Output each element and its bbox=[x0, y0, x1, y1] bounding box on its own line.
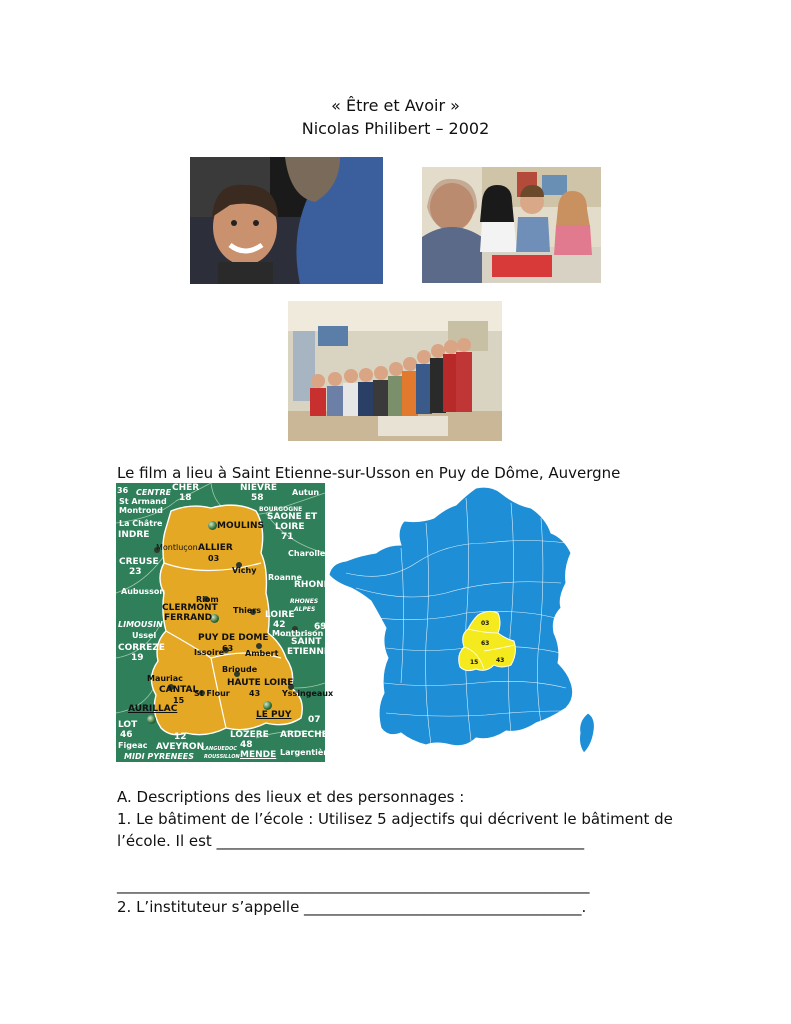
label-lachatre: La Châtre bbox=[119, 519, 163, 528]
moulins-marker-icon bbox=[208, 521, 217, 530]
label-lepuy: LE PUY bbox=[256, 710, 292, 720]
page-title: « Être et Avoir » bbox=[331, 96, 460, 115]
label-23: 23 bbox=[129, 567, 142, 577]
label-centre: CENTRE bbox=[136, 488, 172, 497]
label-clermont: CLERMONT bbox=[162, 603, 218, 613]
page-subtitle: Nicolas Philibert – 2002 bbox=[301, 119, 490, 138]
label-18: 18 bbox=[179, 493, 192, 503]
label-15: 15 bbox=[173, 696, 185, 705]
label-largentiere: Largentière bbox=[280, 748, 333, 757]
label-aveyron: AVEYRON bbox=[156, 742, 205, 752]
label-nievre: NIEVRE bbox=[240, 483, 278, 493]
label-mauriac: Mauriac bbox=[147, 674, 183, 683]
label-thiers: Thiers bbox=[233, 606, 262, 615]
label-sainte: SAINT bbox=[291, 637, 322, 647]
label-montrond: Montrond bbox=[119, 506, 163, 515]
label-cher: CHER bbox=[172, 483, 200, 493]
label-ussel: Ussel bbox=[132, 631, 157, 640]
label-montlucon: Montluçon bbox=[156, 543, 198, 552]
label-creuse: CREUSE bbox=[119, 557, 159, 567]
label-bourgogne: BOURGOGNE bbox=[259, 506, 303, 513]
dept-15: 15 bbox=[470, 659, 479, 666]
label-rhone: RHONE bbox=[294, 580, 330, 590]
label-allier: ALLIER bbox=[198, 543, 233, 553]
label-12: 12 bbox=[174, 732, 187, 742]
question-1-line-1: 1. Le bâtiment de l’école : Utilisez 5 adjectifs qui décrivent le bâtiment de bbox=[117, 810, 673, 828]
label-saone: SAONE ET bbox=[267, 512, 318, 522]
label-58: 58 bbox=[251, 493, 264, 503]
question-2[interactable]: 2. L’instituteur s’appelle _____________________________________. bbox=[117, 898, 587, 916]
france-map bbox=[326, 483, 606, 763]
label-issoire: Issoire bbox=[194, 648, 225, 657]
photo-boy-and-teacher bbox=[190, 157, 383, 284]
label-ardeche: ARDECHE bbox=[280, 730, 328, 740]
label-starmand: St Armand bbox=[119, 497, 167, 506]
label-etienne: ETIENNE bbox=[287, 647, 330, 657]
label-roanne: Roanne bbox=[268, 573, 302, 582]
label-19: 19 bbox=[131, 653, 144, 663]
label-43: 43 bbox=[249, 689, 261, 698]
label-07: 07 bbox=[308, 715, 321, 725]
label-42: 42 bbox=[273, 620, 286, 630]
label-alpes: ALPES bbox=[294, 606, 316, 613]
photo-teacher-with-pupils bbox=[422, 167, 601, 283]
label-limousin: LIMOUSIN bbox=[118, 620, 163, 629]
label-charolles: Charolles bbox=[288, 549, 331, 558]
label-ambert: Ambert bbox=[245, 649, 279, 658]
auvergne-map bbox=[116, 483, 334, 762]
dept-03: 03 bbox=[481, 620, 490, 627]
label-rhonealpes: RHONES bbox=[290, 598, 319, 605]
label-lozere: LOZERE bbox=[230, 730, 269, 740]
label-hauteloire: HAUTE LOIRE bbox=[227, 678, 294, 688]
section-a-heading: A. Descriptions des lieux et des personnages : bbox=[117, 788, 465, 806]
label-riom: Riom bbox=[196, 595, 219, 604]
label-46: 46 bbox=[120, 730, 133, 740]
label-figeac: Figeac bbox=[118, 741, 148, 750]
photo-class-in-line bbox=[288, 301, 502, 441]
label-brioude: Brioude bbox=[222, 665, 258, 674]
location-text: Le film a lieu à Saint Etienne-sur-Usson en Puy de Dôme, Auvergne bbox=[117, 464, 621, 482]
label-cantal: CANTAL bbox=[159, 685, 199, 695]
dept-43: 43 bbox=[496, 657, 505, 664]
label-roussillon: ROUSSILLON bbox=[204, 754, 240, 760]
label-autun: Autun bbox=[292, 488, 320, 497]
label-mende: MENDE bbox=[240, 750, 277, 760]
label-stflour: St Flour bbox=[194, 689, 230, 698]
label-montbrison: Montbrison bbox=[272, 629, 324, 638]
label-midipyr: MIDI PYRENEES bbox=[124, 752, 195, 761]
dept-63: 63 bbox=[481, 640, 490, 647]
label-71: 71 bbox=[281, 532, 294, 542]
label-correze: CORREZE bbox=[118, 643, 165, 653]
label-aubusson: Aubusson bbox=[121, 587, 166, 596]
label-loire71: LOIRE bbox=[275, 522, 305, 532]
label-48: 48 bbox=[240, 740, 253, 750]
label-yssingeaux: Yssingeaux bbox=[282, 689, 334, 698]
label-languedoc: LANGUEDOC bbox=[202, 746, 237, 752]
label-vichy: Vichy bbox=[232, 566, 257, 575]
question-1-line-2[interactable]: l’école. Il est _________________________________________________ bbox=[117, 832, 585, 850]
label-aurillac: AURILLAC bbox=[128, 704, 178, 714]
label-ferrand: FERRAND bbox=[164, 613, 213, 623]
label-36: 36 bbox=[117, 486, 129, 495]
label-loire: LOIRE bbox=[265, 610, 295, 620]
aurillac-marker-icon bbox=[147, 715, 156, 724]
label-69: 69 bbox=[314, 622, 327, 632]
label-lot: LOT bbox=[118, 720, 138, 730]
label-puydedome: PUY DE DOME bbox=[198, 633, 269, 643]
label-moulins: MOULINS bbox=[217, 521, 265, 531]
label-03: 03 bbox=[208, 554, 220, 563]
label-63: 63 bbox=[222, 644, 234, 653]
question-1-line-3[interactable]: _______________________________________________________________ bbox=[117, 876, 590, 894]
lepuy-marker-icon bbox=[263, 701, 272, 710]
label-indre: INDRE bbox=[118, 530, 150, 540]
